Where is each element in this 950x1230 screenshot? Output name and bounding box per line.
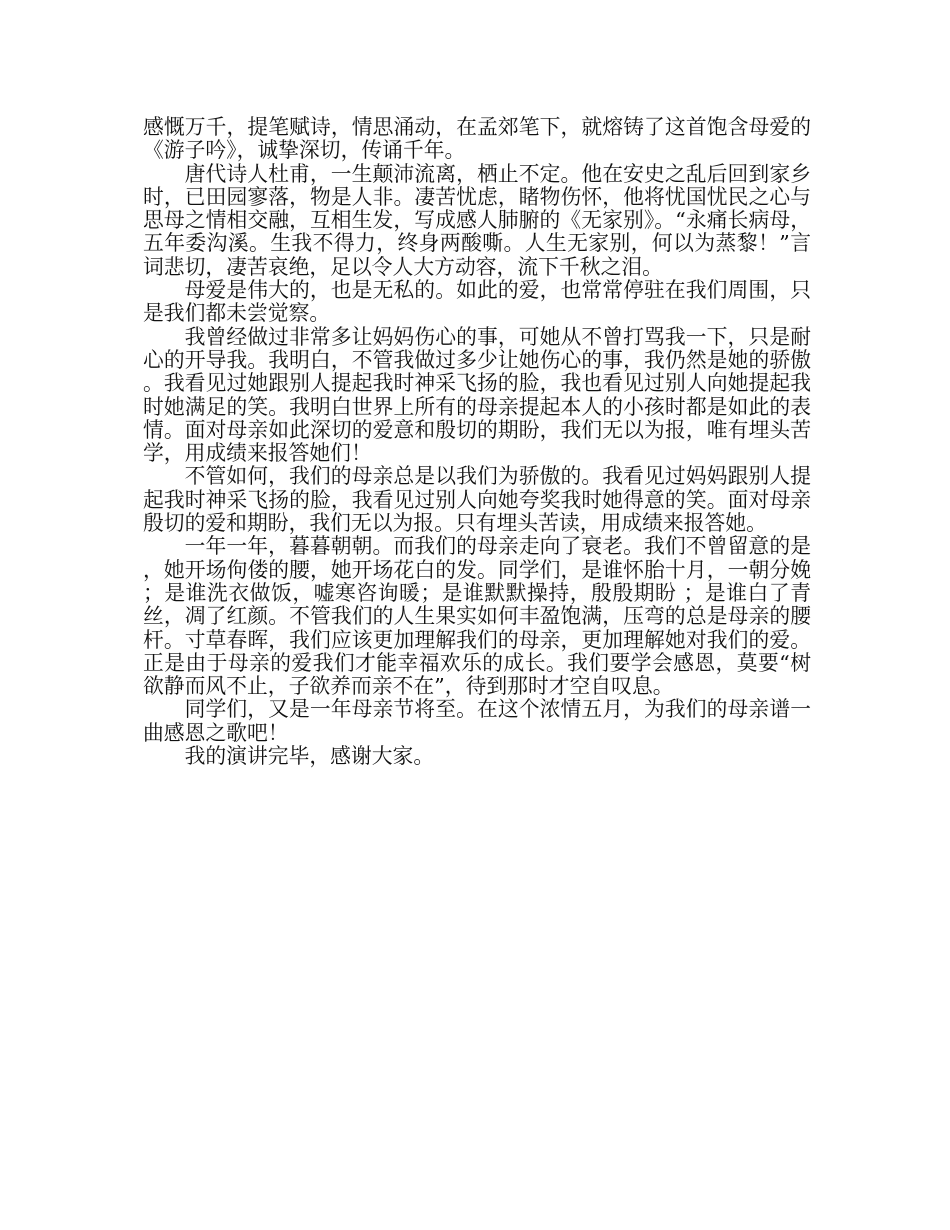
paragraph-2: 唐代诗人杜甫，一生颠沛流离，栖止不定。他在安史之乱后回到家乡时，已田园寥落，物是人非。凄苦忧虑，睹物伤怀，他将忧国忧民之心与思母之情相交融，互相生发，写成感人肺腑的《无家别》。“永痛长病母，五年委沟溪。生我不得力，终身两酸嘶。人生无家别，何以为蒸黎！”言词悲切，凄苦哀绝，足以令人大方动容，流下千秋之泪。 bbox=[143, 161, 811, 279]
paragraph-5: 不管如何，我们的母亲总是以我们为骄傲的。我看见过妈妈跟别人提起我时神采飞扬的脸，我看见过别人向她夸奖我时她得意的笑。面对母亲殷切的爱和期盼，我们无以为报。只有埋头苦读，用成绩来报答她。 bbox=[143, 464, 811, 536]
speech-text bbox=[143, 116, 811, 768]
paragraph-8: 我的演讲完毕，感谢大家。 bbox=[184, 744, 435, 769]
paragraph-3: 母爱是伟大的，也是无私的。如此的爱，也常常停驻在我们周围，只是我们都未尝觉察。 bbox=[143, 278, 811, 326]
paragraph-7: 同学们，又是一年母亲节将至。在这个浓情五月，为我们的母亲谱一曲感恩之歌吧！ bbox=[143, 697, 811, 745]
paragraph-4: 我曾经做过非常多让妈妈伤心的事，可她从不曾打骂我一下，只是耐心的开导我。我明白，不管我做过多少让她伤心的事，我仍然是她的骄傲。我看见过她跟别人提起我时神采飞扬的脸，我也看见过别人向她提起我时她满足的笑。我明白世界上所有的母亲提起本人的小孩时都是如此的表情。面对母亲如此深切的爱意和殷切的期盼，我们无以为报，唯有埋头苦学，用成绩来报答她们！ bbox=[143, 324, 811, 466]
paragraph-1: 感慨万千，提笔赋诗，情思涌动，在孟郊笔下，就熔铸了这首饱含母爱的《游子吟》，诚挚深切，传诵千年。 bbox=[143, 115, 811, 163]
paragraph-6: 一年一年，暮暮朝朝。而我们的母亲走向了衰老。我们不曾留意的是，她开场佝偻的腰，她开场花白的发。同学们，是谁怀胎十月，一朝分娩；是谁洗衣做饭，嘘寒咨询暖；是谁默默操持，殷殷期盼 ；是谁白了青丝，凋了红颜。不管我们的人生果实如何丰盈饱满，压弯的总是母亲的腰杆。寸草春晖，我们应该更加理解我们的母亲，更加理解她对我们的爱。正是由于母亲的爱我们才能幸福欢乐的成长。我们要学会感恩，莫要“树欲静而风不止，子欲养而亲不在”，待到那时才空自叹息。 bbox=[143, 534, 811, 699]
